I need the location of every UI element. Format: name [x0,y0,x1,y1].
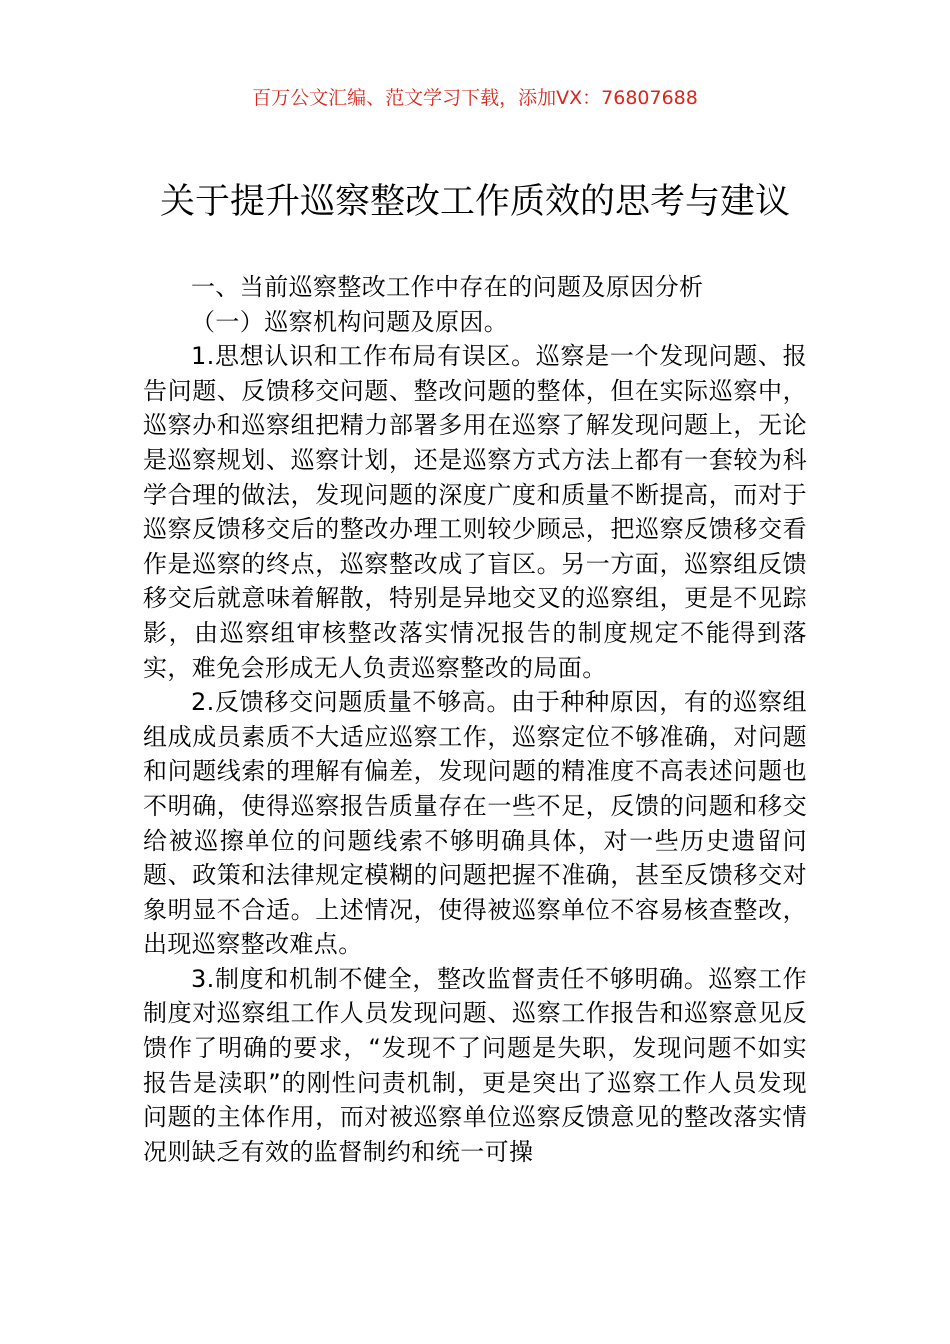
paragraph-1: 1.思想认识和工作布局有误区。巡察是一个发现问题、报告问题、反馈移交问题、整改问题的整体，但在实际巡察中，巡察办和巡察组把精力部署多用在巡察了解发现问题上，无论是巡察规划、巡察计划，还是巡察方式方法上都有一套较为科学合理的做法，发现问题的深度广度和质量不断提高，而对于巡察反馈移交后的整改办理工则较少顾忌，把巡察反馈移交看作是巡察的终点，巡察整改成了盲区。另一方面，巡察组反馈移交后就意味着解散，特别是异地交叉的巡察组，更是不见踪影，由巡察组审核整改落实情况报告的制度规定不能得到落实，难免会形成无人负责巡察整改的局面。 [143,342,807,682]
section-subheading: （一）巡察机构问题及原因。 [191,307,509,336]
document-body [143,270,807,1169]
paragraph-3: 3.制度和机制不健全，整改监督责任不够明确。巡察工作制度对巡察组工作人员发现问题、巡察工作报告和巡察意见反馈作了明确的要求，“发现不了问题是失职，发现问题不如实报告是渎职”的刚性问责机制，更是突出了巡察工作人员发现问题的主体作用，而对被巡察单位巡察反馈意见的整改落实情况则缺乏有效的监督制约和统一可操 [143,964,807,1166]
header-note: 百万公文汇编、范文学习下载，添加VX：76807688 [252,87,698,109]
paragraph-2: 2.反馈移交问题质量不够高。由于种种原因，有的巡察组组成成员素质不大适应巡察工作，巡察定位不够准确，对问题和问题线索的理解有偏差，发现问题的精准度不高表述问题也不明确，使得巡察报告质量存在一些不足，反馈的问题和移交给被巡擦单位的问题线索不够明确具体，对一些历史遗留问题、政策和法律规定模糊的问题把握不准确，甚至反馈移交对象明显不合适。上述情况，使得被巡察单位不容易核查整改，出现巡察整改难点。 [143,688,807,959]
section-heading: 一、当前巡察整改工作中存在的问题及原因分析 [191,273,704,301]
document-title: 关于提升巡察整改工作质效的思考与建议 [159,182,790,222]
